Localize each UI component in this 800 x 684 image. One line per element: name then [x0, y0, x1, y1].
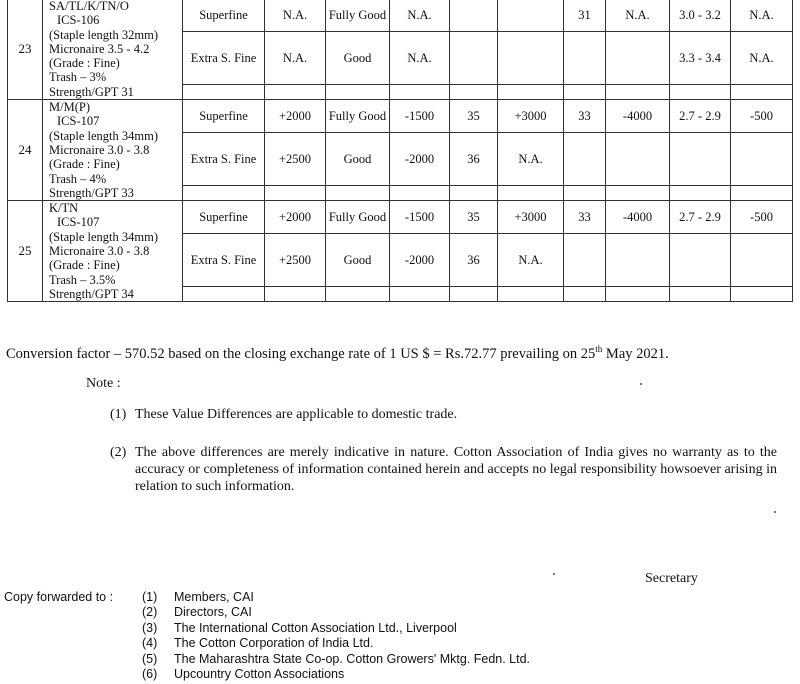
variety-line: SA/TL/K/TN/O: [49, 0, 129, 13]
grade-cell: Extra S. Fine: [183, 234, 265, 287]
note-point: (1) These Value Differences are applicable to domestic trade.: [110, 407, 458, 422]
variety-line: Trash – 3.5%: [49, 272, 116, 287]
value-cell: N.A.: [606, 0, 670, 32]
row-index: 24: [8, 100, 43, 201]
signature-secretary: Secretary: [645, 571, 698, 586]
table-row: [8, 0, 793, 32]
value-cell: [498, 0, 564, 32]
staple-cell: 35: [450, 201, 498, 234]
value-differences-table: [7, 0, 793, 302]
variety-line: ICS-107: [57, 215, 100, 230]
micronaire-cell: 3.3 - 3.4: [670, 32, 731, 85]
empty-cell: [390, 186, 450, 201]
value-cell: N.A.: [498, 133, 564, 186]
variety-line: (Grade : Fine): [49, 56, 120, 71]
variety-line: Micronaire 3.0 - 3.8: [49, 244, 150, 259]
value-cell: +3000: [498, 201, 564, 234]
value-cell: [606, 234, 670, 287]
variety-line: ICS-107: [57, 114, 100, 129]
empty-cell: [564, 287, 606, 302]
empty-cell: [670, 85, 731, 100]
grade-cell: Superfine: [183, 201, 265, 234]
list-item: (1) Members, CAI: [142, 590, 254, 604]
value-cell: N.A.: [731, 0, 793, 32]
value-cell: +2500: [265, 133, 326, 186]
empty-cell: [265, 287, 326, 302]
list-item: (5) The Maharashtra State Co-op. Cotton Growers' Mktg. Fedn. Ltd.: [142, 651, 531, 666]
empty-cell: [390, 287, 450, 302]
value-cell: N.A.: [265, 32, 326, 85]
empty-cell: [326, 186, 390, 201]
variety-line: Micronaire 3.5 - 4.2: [49, 41, 150, 56]
variety-line: (Staple length 34mm): [49, 229, 159, 244]
variety-line: Strength/GPT 31: [49, 84, 134, 99]
staple-cell: 33: [564, 201, 606, 234]
grade-cell: Superfine: [183, 0, 265, 32]
value-cell: N.A.: [390, 32, 450, 85]
value-cell: [731, 133, 793, 186]
empty-cell: [390, 85, 450, 100]
grade-cell: Good: [326, 234, 390, 287]
list-item: (6) Upcountry Cotton Associations: [142, 667, 345, 682]
value-cell: -2000: [390, 133, 450, 186]
value-cell: -1500: [390, 100, 450, 133]
note-label: Note :: [86, 376, 121, 391]
empty-cell: [606, 85, 670, 100]
empty-cell: [265, 186, 326, 201]
grade-cell: Extra S. Fine: [183, 133, 265, 186]
staple-cell: [564, 32, 606, 85]
value-cell: N.A.: [498, 234, 564, 287]
variety-line: ICS-106: [57, 13, 100, 28]
empty-cell: [606, 186, 670, 201]
empty-cell: [450, 85, 498, 100]
empty-cell: [564, 85, 606, 100]
empty-cell: [731, 186, 793, 201]
empty-cell: [183, 85, 265, 100]
staple-cell: 35: [450, 100, 498, 133]
staple-cell: [450, 32, 498, 85]
variety-cell: [43, 100, 183, 201]
value-cell: [731, 234, 793, 287]
value-cell: N.A.: [390, 0, 450, 32]
variety-cell: [43, 201, 183, 302]
empty-cell: [450, 287, 498, 302]
staple-cell: [564, 133, 606, 186]
grade-cell: Good: [326, 32, 390, 85]
table-row: [8, 201, 793, 234]
variety-line: Trash – 4%: [49, 171, 107, 186]
grade-cell: Superfine: [183, 100, 265, 133]
variety-line: (Staple length 34mm): [49, 128, 159, 143]
empty-cell: [498, 85, 564, 100]
copy-forwarded-label: Copy forwarded to :: [4, 590, 114, 604]
grade-cell: Fully Good: [326, 100, 390, 133]
micronaire-cell: 3.0 - 3.2: [670, 0, 731, 32]
value-cell: -1500: [390, 201, 450, 234]
list-item: (2) Directors, CAI: [142, 605, 252, 620]
micronaire-cell: [670, 133, 731, 186]
staple-cell: 31: [564, 0, 606, 32]
grade-cell: Extra S. Fine: [183, 32, 265, 85]
empty-cell: [606, 287, 670, 302]
staple-cell: 36: [450, 234, 498, 287]
value-cell: +2500: [265, 234, 326, 287]
empty-cell: [498, 186, 564, 201]
grade-cell: Good: [326, 133, 390, 186]
forward-list: [142, 590, 530, 682]
variety-line: Trash – 3%: [49, 70, 107, 85]
variety-line: Strength/GPT 34: [49, 286, 134, 301]
value-cell: -4000: [606, 201, 670, 234]
value-cell: +2000: [265, 201, 326, 234]
empty-cell: [670, 287, 731, 302]
staple-cell: [564, 234, 606, 287]
value-cell: +3000: [498, 100, 564, 133]
value-cell: -4000: [606, 100, 670, 133]
empty-cell: [731, 287, 793, 302]
micronaire-cell: 2.7 - 2.9: [670, 100, 731, 133]
empty-cell: [265, 85, 326, 100]
value-cell: [606, 133, 670, 186]
empty-cell: [498, 287, 564, 302]
empty-cell: [183, 287, 265, 302]
grade-cell: Fully Good: [326, 0, 390, 32]
scan-speck: [640, 383, 642, 385]
scan-speck: [774, 511, 776, 513]
micronaire-cell: [670, 234, 731, 287]
empty-cell: [183, 186, 265, 201]
value-cell: -2000: [390, 234, 450, 287]
scan-speck: [553, 573, 555, 575]
row-index: 25: [8, 201, 43, 302]
variety-line: K/TN: [49, 201, 79, 216]
value-cell: +2000: [265, 100, 326, 133]
empty-cell: [326, 287, 390, 302]
staple-cell: [450, 0, 498, 32]
staple-cell: 33: [564, 100, 606, 133]
empty-cell: [564, 186, 606, 201]
staple-cell: 36: [450, 133, 498, 186]
value-cell: -500: [731, 100, 793, 133]
empty-cell: [670, 186, 731, 201]
value-cell: [606, 32, 670, 85]
value-cell: N.A.: [265, 0, 326, 32]
empty-cell: [731, 85, 793, 100]
table-row: [8, 100, 793, 133]
list-item: (3) The International Cotton Association Ltd., Liverpool: [142, 620, 457, 635]
grade-cell: Fully Good: [326, 201, 390, 234]
variety-line: (Grade : Fine): [49, 157, 120, 172]
micronaire-cell: 2.7 - 2.9: [670, 201, 731, 234]
variety-line: Strength/GPT 33: [49, 185, 134, 200]
variety-line: Micronaire 3.0 - 3.8: [49, 142, 150, 157]
value-cell: -500: [731, 201, 793, 234]
empty-cell: [326, 85, 390, 100]
variety-line: M/M(P): [49, 100, 90, 115]
list-item: (4) The Cotton Corporation of India Ltd.: [142, 636, 374, 651]
value-cell: [498, 32, 564, 85]
variety-cell: [43, 0, 183, 100]
value-cell: N.A.: [731, 32, 793, 85]
variety-line: (Staple length 32mm): [49, 27, 159, 42]
empty-cell: [450, 186, 498, 201]
variety-line: (Grade : Fine): [49, 258, 120, 273]
conversion-factor: Conversion factor – 570.52 based on the closing exchange rate of 1 US $ = Rs.72.77 prevailing on 25th May 2021.: [6, 344, 669, 362]
note-point: (2) The above differences are merely indicative in nature. Cotton Association of India gives no warranty as to the accuracy or completeness of information contained herein and accepts no legal responsibility howsoever arising in relation to such information.: [110, 445, 777, 494]
row-index: 23: [8, 0, 43, 100]
